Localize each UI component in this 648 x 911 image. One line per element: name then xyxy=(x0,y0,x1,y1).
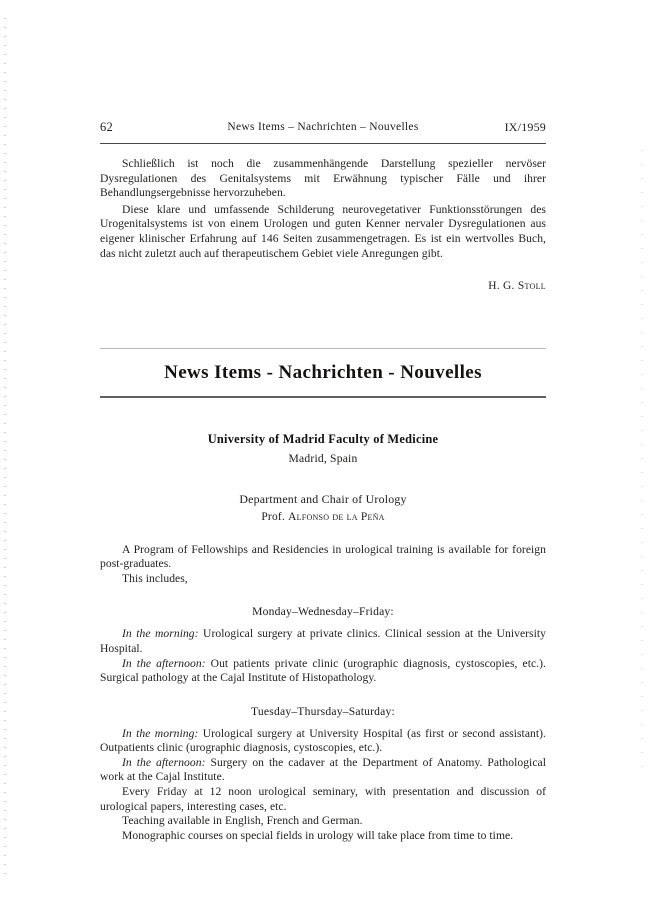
issue-number: IX/1959 xyxy=(504,120,546,134)
page-content xyxy=(100,0,546,843)
running-head-title: News Items – Nachrichten – Nouvelles xyxy=(227,121,419,133)
closing-note-courses: Monographic courses on special fields in urology will take place from time to time. xyxy=(122,828,514,842)
review-paragraph-1: Schließlich ist noch die zusammenhängende Darstellung spezieller nervöser Dysregulationen des Genitalsystems mit Erwähnung typischer Fälle und ihrer Behandlungsergebnisse hervorzuheben. xyxy=(100,157,546,200)
closing-note-seminary: Every Friday at 12 noon urological seminary, with presentation and discussion of urological papers, interesting cases, etc. xyxy=(100,785,546,813)
signature-surname: Stoll xyxy=(517,280,546,293)
running-head-rule xyxy=(100,143,546,144)
schedule-entry-tts-morning xyxy=(100,727,546,756)
lead-in-morning: In the morning: xyxy=(122,627,199,641)
running-head xyxy=(100,120,546,138)
day-heading-mwf: Monday–Wednesday–Friday: xyxy=(252,605,394,619)
schedule-entry-tts-afternoon xyxy=(100,756,546,785)
department-chair xyxy=(100,511,546,523)
department-name: Department and Chair of Urology xyxy=(239,491,407,506)
section-title: News Items - Nachrichten - Nouvelles xyxy=(164,362,482,384)
day-heading-tts: Tuesday–Thursday–Saturday: xyxy=(251,704,395,718)
section-rule-bottom xyxy=(100,396,546,397)
scan-edge-artifact-right xyxy=(641,150,643,770)
lead-in-morning: In the morning: xyxy=(122,726,199,740)
institution-block xyxy=(100,432,546,465)
entry-text: Urological surgery at University Hospital (as first or second assistant). Outpatients clinic (urographic diagnosis, cystoscopies, etc.). xyxy=(100,726,547,755)
signature-initials: H. G. xyxy=(488,280,518,293)
scan-edge-artifact-left xyxy=(4,18,6,878)
page-number: 62 xyxy=(100,120,113,134)
section-banner xyxy=(100,348,546,397)
department-block xyxy=(100,492,546,523)
lead-in-afternoon: In the afternoon: xyxy=(122,755,206,769)
institution-city: Madrid, Spain xyxy=(288,451,358,465)
chair-name: Alfonso de la Peña xyxy=(288,510,385,523)
entry-text: Urological surgery at private clinics. Clinical session at the University Hospital. xyxy=(100,627,547,655)
program-intro: A Program of Fellowships and Residencies in urological training is available for foreign post-graduates. xyxy=(100,542,546,571)
section-rule-top xyxy=(100,348,546,349)
closing-note-languages: Teaching available in English, French and German. xyxy=(122,814,363,828)
schedule-entry-mwf-afternoon xyxy=(100,657,546,686)
lead-in-afternoon: In the afternoon: xyxy=(122,656,206,670)
schedule-entry-mwf-morning xyxy=(100,627,546,656)
institution-name: University of Madrid Faculty of Medicine xyxy=(207,431,439,446)
entry-text: Surgery on the cadaver at the Department of Anatomy. Pathological work at the Cajal Institute. xyxy=(100,755,546,784)
review-signature xyxy=(100,280,546,292)
chair-prefix: Prof. xyxy=(261,510,289,523)
entry-text: Out patients private clinic (urographic diagnosis, cystoscopies, etc.). Surgical pathology at the Cajal Institute of Histopathology. xyxy=(100,656,546,685)
program-includes: This includes, xyxy=(122,571,188,585)
review-paragraph-2: Diese klare und umfassende Schilderung neurovegetativer Funktionsstörungen des Urogenitalsystems ist von einem Urologen und guten Kenner nervaler Dysregulationen aus eigener klinischer Erfahrung auf 146 Seiten zusammengetragen. Es ist ein wertvolles Buch, das nicht zuletzt auch auf therapeutischem Gebiet viele Anregungen gibt. xyxy=(100,202,546,260)
